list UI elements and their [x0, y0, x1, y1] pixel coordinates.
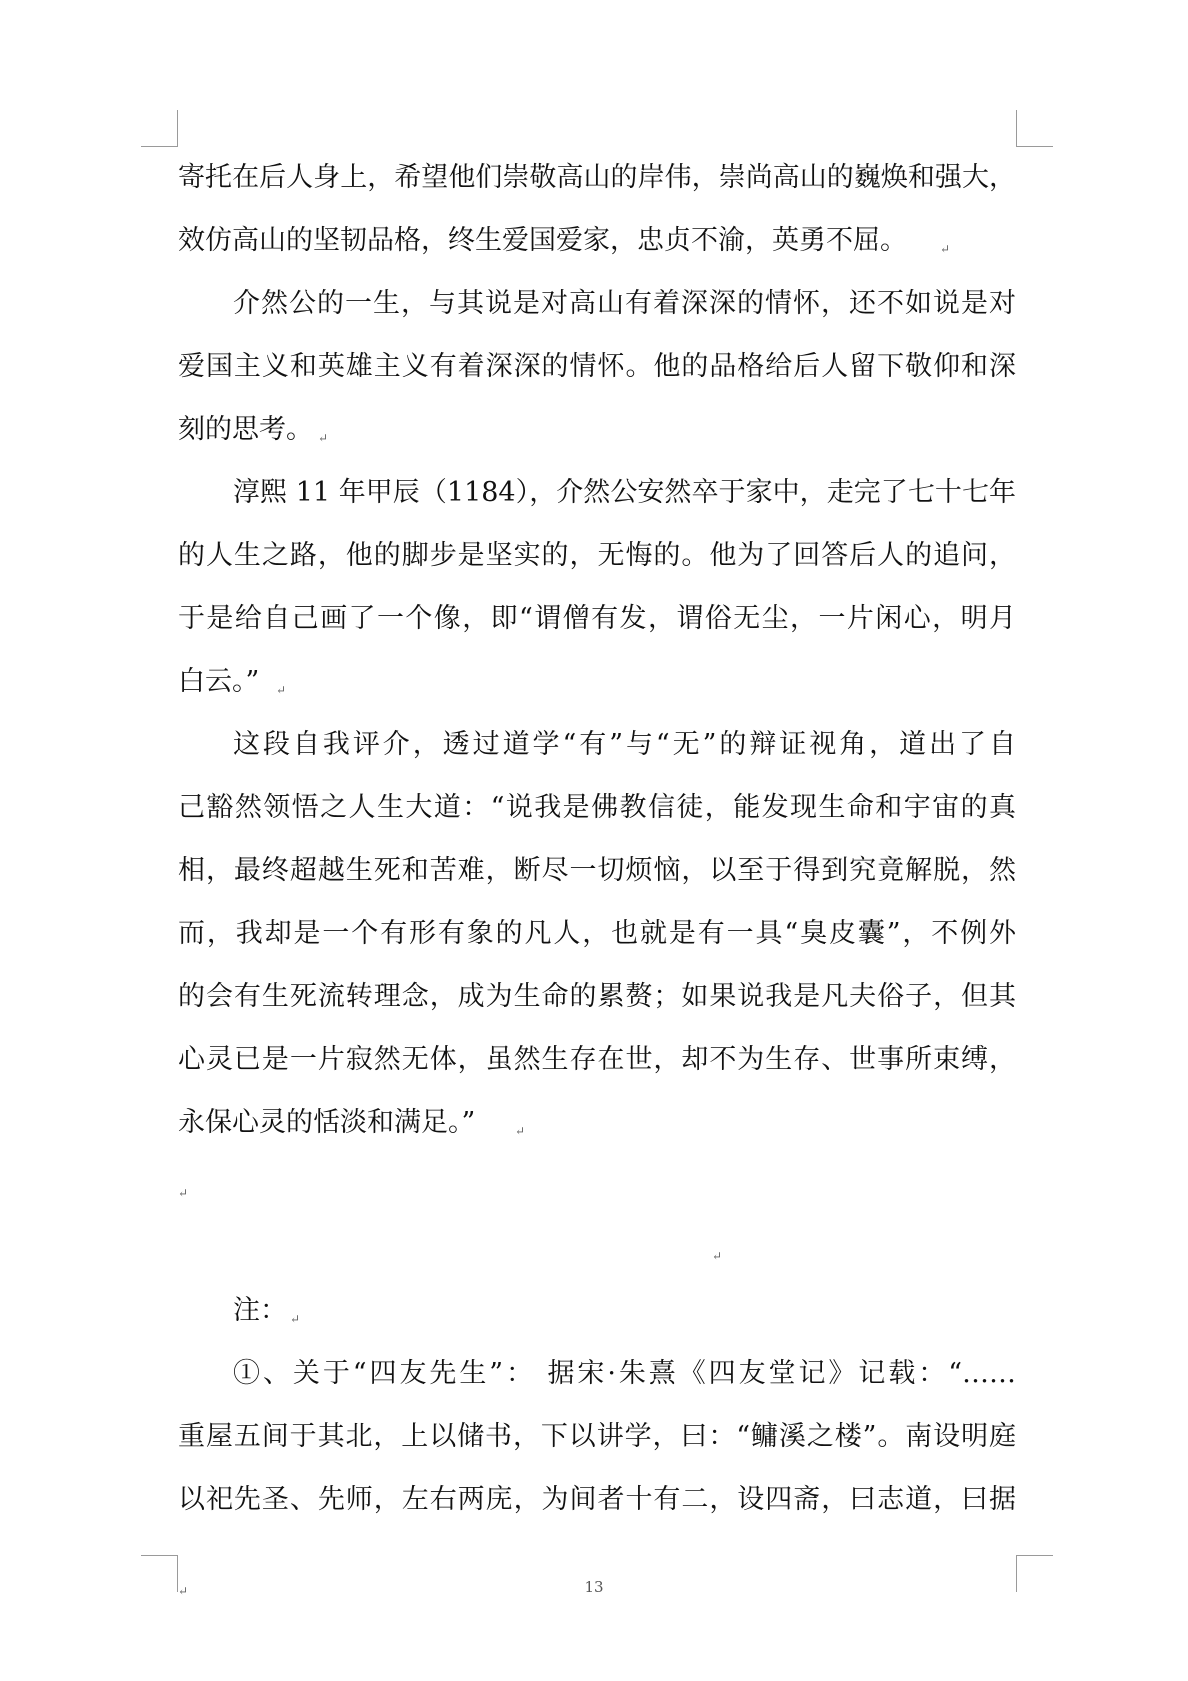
crop-mark-bottom-right [1016, 1555, 1053, 1592]
paragraph-mark: ↵ [712, 1249, 723, 1263]
text-line: 己豁然领悟之人生大道：“说我是佛教信徒，能发现生命和宇宙的真 [178, 792, 1016, 823]
paragraph-mark: ↵ [515, 1124, 526, 1138]
text-line: 寄托在后人身上，希望他们崇敬高山的岸伟，崇尚高山的巍焕和强大， [178, 162, 1016, 193]
paragraph-mark: ↵ [178, 1186, 189, 1200]
text-line: 而，我却是一个有形有象的凡人，也就是有一具“臭皮囊”，不例外 [178, 918, 1016, 949]
paragraph-mark: ↵ [178, 1584, 189, 1598]
text-line: 相，最终超越生死和苦难，断尽一切烦恼，以至于得到究竟解脱，然 [178, 855, 1016, 886]
text-line: 永保心灵的恬淡和满足。” [178, 1107, 476, 1138]
paragraph-mark: ↵ [940, 242, 951, 256]
crop-mark-bottom-left [141, 1555, 178, 1592]
text-line: 这段自我评介，透过道学“有”与“无”的辩证视角，道出了自 [233, 729, 1016, 760]
text-line: 爱国主义和英雄主义有着深深的情怀。他的品格给后人留下敬仰和深 [178, 351, 1016, 382]
text-line: 的会有生死流转理念，成为生命的累赘；如果说我是凡夫俗子，但其 [178, 981, 1016, 1012]
text-line: 效仿高山的坚韧品格，终生爱国爱家，忠贞不渝，英勇不屈。 [178, 225, 907, 256]
text-line: 的人生之路，他的脚步是坚实的，无悔的。他为了回答后人的追问， [178, 540, 1016, 571]
text-line: 于是给自己画了一个像，即“谓僧有发，谓俗无尘，一片闲心，明月 [178, 603, 1016, 634]
notes-heading: 注： [233, 1295, 287, 1326]
text-line: 以祀先圣、先师，左右两庑，为间者十有二，设四斋，曰志道，曰据 [178, 1484, 1016, 1515]
text-line: 淳熙 11 年甲辰（1184），介然公安然卒于家中，走完了七十七年 [233, 477, 1016, 508]
text-line: ①、关于“四友先生”： 据宋·朱熹《四友堂记》记载：“…… [233, 1358, 1016, 1389]
text-line: 重屋五间于其北，上以储书，下以讲学，曰：“鳙溪之楼”。南设明庭 [178, 1421, 1016, 1452]
paragraph-mark: ↵ [276, 683, 287, 697]
crop-mark-top-right [1016, 110, 1053, 147]
crop-mark-top-left [141, 110, 178, 147]
text-line: 刻的思考。 [178, 414, 313, 445]
paragraph-mark: ↵ [290, 1312, 301, 1326]
text-line: 心灵已是一片寂然无体，虽然生存在世，却不为生存、世事所束缚， [178, 1044, 1016, 1075]
text-line: 白云。” [178, 666, 260, 697]
paragraph-mark: ↵ [318, 431, 329, 445]
page-number: 13 [584, 1578, 604, 1596]
text-line: 介然公的一生，与其说是对高山有着深深的情怀，还不如说是对 [233, 288, 1016, 319]
